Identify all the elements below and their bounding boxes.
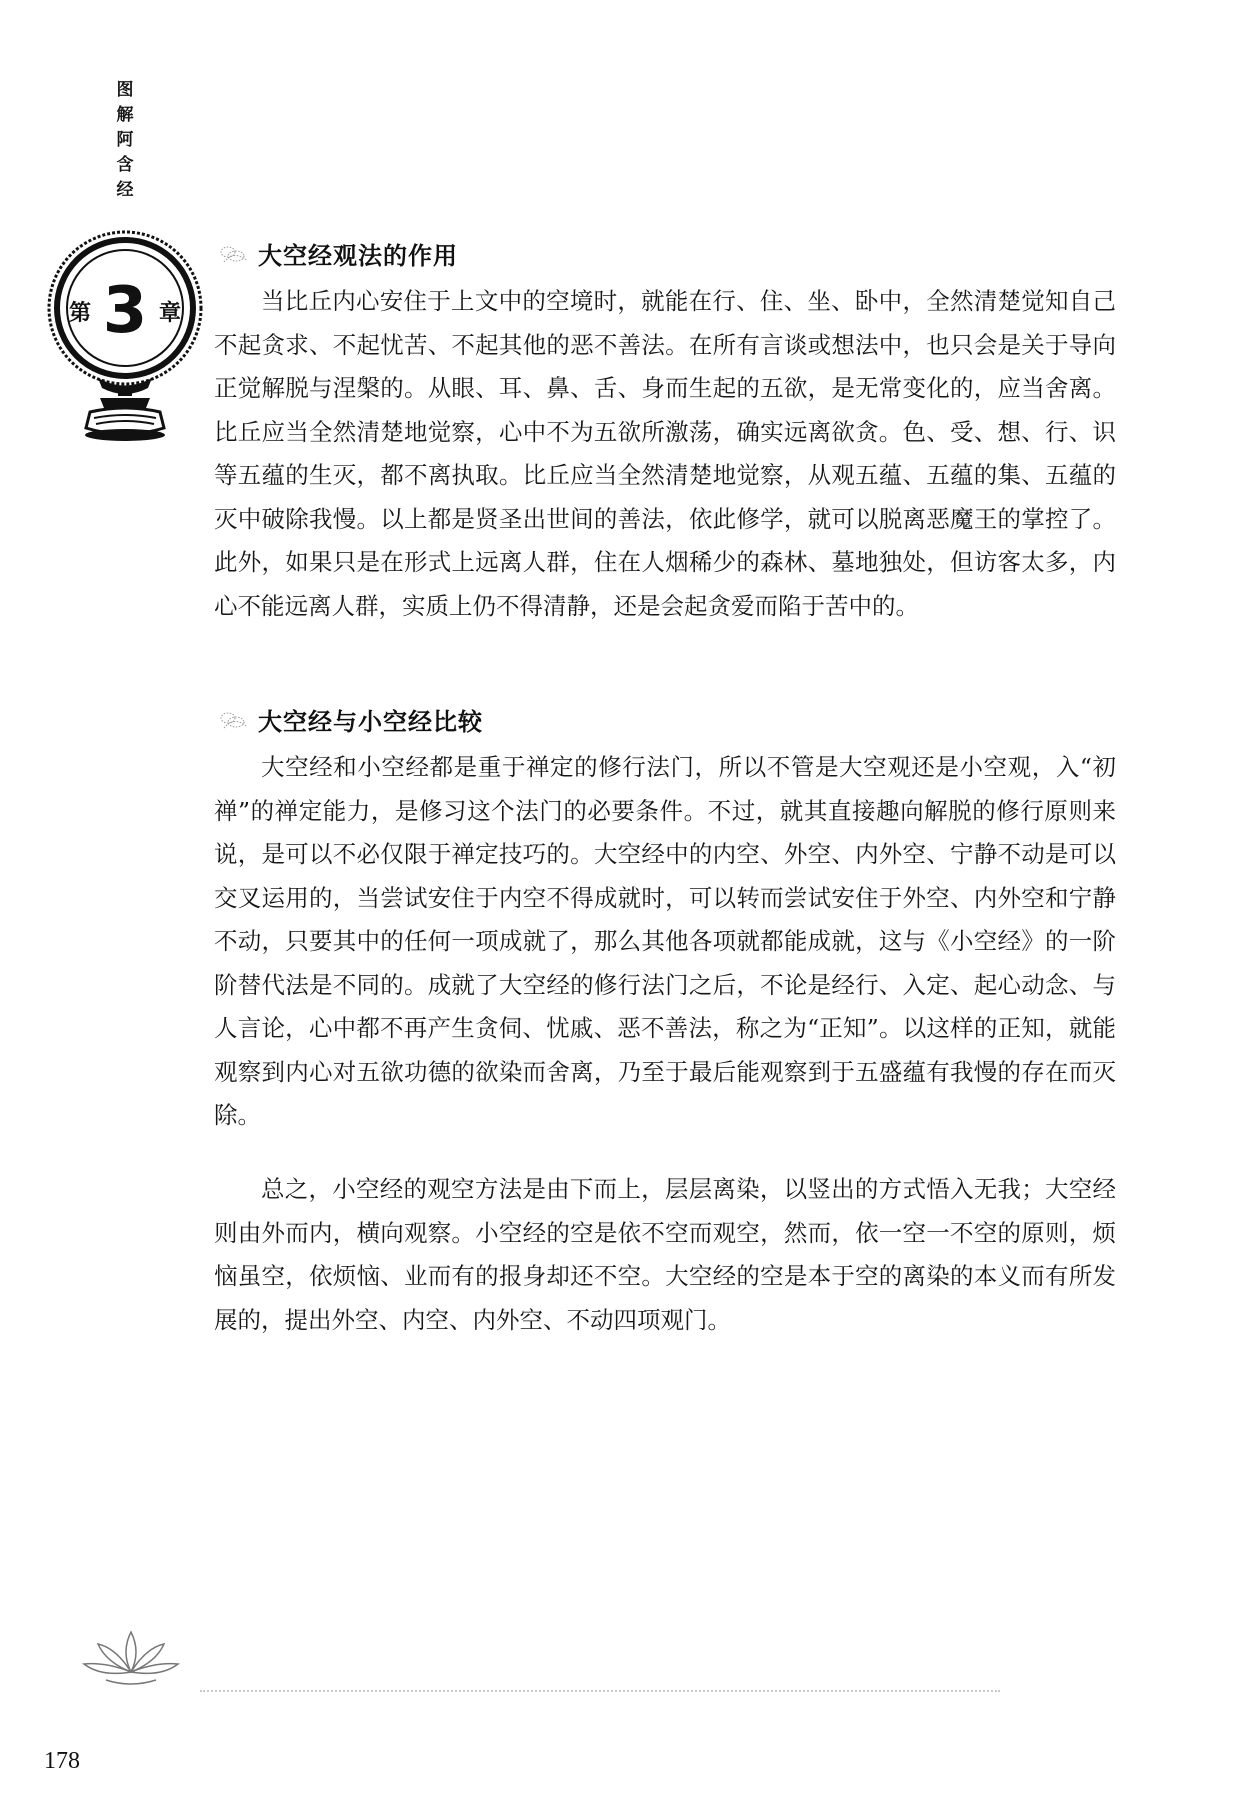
lotus-ornament-icon bbox=[76, 1622, 186, 1692]
section-heading bbox=[214, 236, 458, 271]
running-header-char: 含 bbox=[116, 155, 134, 175]
body-paragraph: 总之，小空经的观空方法是由下而上，层层离染，以竖出的方式悟入无我；大空经则由外而内，横向观察。小空经的空是依不空而观空，然而，依一空一不空的原则，烦恼虽空，依烦恼、业而有的报身却还不空。大空经的空是本于空的离染的本义而有所发展的，提出外空、内空、内外空、不动四项观门。 bbox=[214, 1175, 1116, 1334]
body-paragraph: 大空经和小空经都是重于禅定的修行法门，所以不管是大空观还是小空观，入“初禅”的禅定能力，是修习这个法门的必要条件。不过，就其直接趣向解脱的修行原则来说，是可以不必仅限于禅定技巧的。大空经中的内空、外空、内外空、宁静不动是可以交叉运用的，当尝试安住于内空不得成就时，可以转而尝试安住于外空、内外空和宁静不动，只要其中的任何一项成就了，那么其他各项就都能成就，这与《小空经》的一阶阶替代法是不同的。成就了大空经的修行法门之后，不论是经行、入定、起心动念、与人言论，心中都不再产生贪伺、忧戚、恶不善法，称之为“正知”。以这样的正知，就能观察到内心对五欲功德的欲染而舍离，乃至于最后能观察到于五盛蕴有我慢的存在而灭除。 bbox=[214, 753, 1116, 1129]
running-header bbox=[110, 78, 140, 203]
running-header-char: 经 bbox=[116, 180, 134, 200]
running-header-char: 解 bbox=[116, 105, 134, 125]
body-paragraph: 当比丘内心安住于上文中的空境时，就能在行、住、坐、卧中，全然清楚觉知自己不起贪求、不起忧苦、不起其他的恶不善法。在所有言谈或想法中，也只会是关于导向正觉解脱与涅槃的。从眼、耳、鼻、舌、身而生起的五欲，是无常变化的，应当舍离。比丘应当全然清楚地觉察，心中不为五欲所激荡，确实远离欲贪。色、受、想、行、识等五蕴的生灭，都不离执取。比丘应当全然清楚地觉察，从观五蕴、五蕴的集、五蕴的灭中破除我慢。以上都是贤圣出世间的善法，依此修学，就可以脱离恶魔王的掌控了。此外，如果只是在形式上远离人群，住在人烟稀少的森林、墓地独处，但访客太多，内心不能远离人群，实质上仍不得清静，还是会起贪爱而陷于苦中的。 bbox=[214, 287, 1116, 620]
chapter-prefix: 第 bbox=[68, 301, 92, 326]
running-header-char: 图 bbox=[116, 80, 134, 100]
running-header-char: 阿 bbox=[116, 130, 134, 150]
section-heading bbox=[214, 702, 483, 737]
flower-bullet-icon bbox=[214, 240, 254, 268]
section-title: 大空经观法的作用 bbox=[258, 242, 458, 270]
chapter-number: 3 bbox=[102, 274, 148, 348]
page-number: 178 bbox=[44, 1748, 80, 1774]
footer-dotted-rule bbox=[200, 1690, 1000, 1696]
chapter-suffix: 章 bbox=[158, 301, 182, 326]
chapter-badge bbox=[38, 228, 213, 448]
section-title: 大空经与小空经比较 bbox=[258, 708, 483, 736]
flower-bullet-icon bbox=[214, 706, 254, 734]
